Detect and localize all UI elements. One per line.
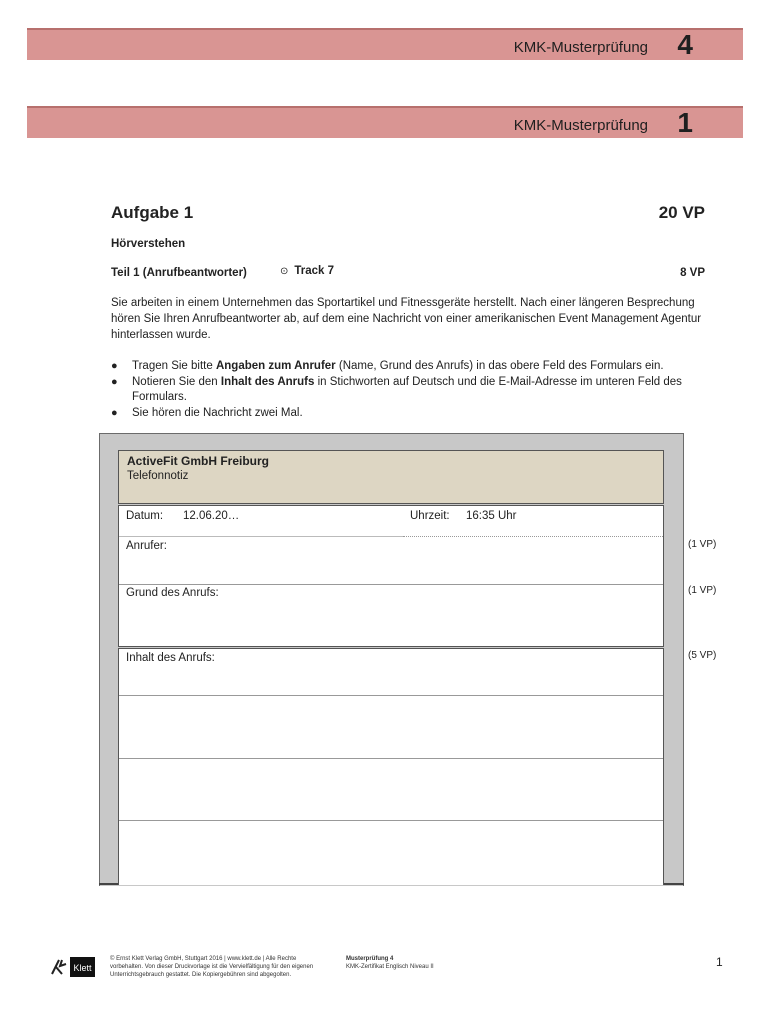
track-text: Track 7	[294, 265, 335, 277]
company-name: ActiveFit GmbH Freiburg	[127, 454, 270, 468]
audio-disc-icon: ⊙	[280, 266, 289, 277]
page-number: 1	[716, 955, 723, 969]
bullet-icon: ●	[111, 376, 118, 388]
date-label: Datum:	[126, 510, 164, 522]
reason-field[interactable]	[119, 606, 663, 642]
exam-name: Musterprüfung 4	[346, 956, 394, 962]
header-band-second	[27, 106, 743, 138]
copyright-notice: © Ernst Klett Verlag GmbH, Stuttgart 2016 | www.klett.de | Alle Rechte vorbehalten. Von dieser Druckvorlage ist die Vervielfältigung für den eigenen Unterrichtsgebrauch gestattet. Die Kopiergebühren sind abgegolten.	[110, 956, 314, 978]
content-section	[118, 648, 664, 885]
list-item: ● Sie hören die Nachricht zwei Mal.	[111, 407, 303, 419]
header-band-top	[27, 28, 743, 60]
form-header	[118, 450, 664, 504]
date-value: 12.06.20…	[183, 510, 240, 522]
klett-logo	[50, 956, 96, 978]
track-label	[280, 265, 334, 277]
header-title: KMK-Musterprüfung	[513, 117, 648, 134]
time-label: Uhrzeit:	[410, 510, 450, 522]
list-item: ● Tragen Sie bitte Angaben zum Anrufer (Name, Grund des Anrufs) in das obere Feld des Formulars ein.	[111, 360, 664, 372]
divider	[403, 536, 663, 537]
caller-section	[118, 505, 664, 647]
exam-subtitle: KMK-Zertifikat Englisch Niveau II	[346, 964, 434, 970]
time-value: 16:35 Uhr	[466, 510, 517, 522]
caller-field[interactable]	[119, 562, 663, 582]
divider	[119, 584, 663, 585]
document-type: Telefonnotiz	[127, 470, 189, 482]
task-subtitle: Hörverstehen	[111, 238, 186, 250]
exam-info	[346, 955, 434, 971]
klett-logo-icon	[50, 956, 96, 978]
bullet-icon: ●	[111, 360, 118, 372]
bullet-icon: ●	[111, 407, 118, 419]
caller-label: Anrufer:	[126, 540, 167, 552]
task-points: 20 VP	[658, 203, 705, 222]
content-field[interactable]	[119, 669, 663, 883]
header-number: 4	[677, 29, 693, 60]
divider	[119, 536, 403, 537]
intro-paragraph: Sie arbeiten in einem Unternehmen das Sportartikel und Fitnessgeräte herstellt. Nach einer längeren Besprechung hören Sie Ihren Anrufbeantworter ab, auf dem eine Nachricht von einer amerikanischen Event Management Agentur hinterlassen wurde.	[111, 297, 702, 341]
header-number: 1	[677, 107, 693, 138]
content-points: (5 VP)	[688, 650, 717, 661]
header-title: KMK-Musterprüfung	[513, 39, 648, 56]
instruction-list	[111, 359, 711, 422]
list-item: ● Notieren Sie den Inhalt des Anrufs in Stichworten auf Deutsch und die E-Mail-Adresse im unteren Feld des Formulars.	[111, 376, 682, 403]
task-part: Teil 1 (Anrufbeantworter)	[111, 267, 247, 279]
svg-text:Klett: Klett	[73, 963, 92, 973]
reason-points: (1 VP)	[688, 585, 717, 596]
content-label: Inhalt des Anrufs:	[126, 652, 215, 664]
part-points: 8 VP	[680, 267, 705, 279]
task-title: Aufgabe 1	[111, 203, 194, 222]
caller-points: (1 VP)	[688, 539, 717, 550]
reason-label: Grund des Anrufs:	[126, 587, 219, 599]
